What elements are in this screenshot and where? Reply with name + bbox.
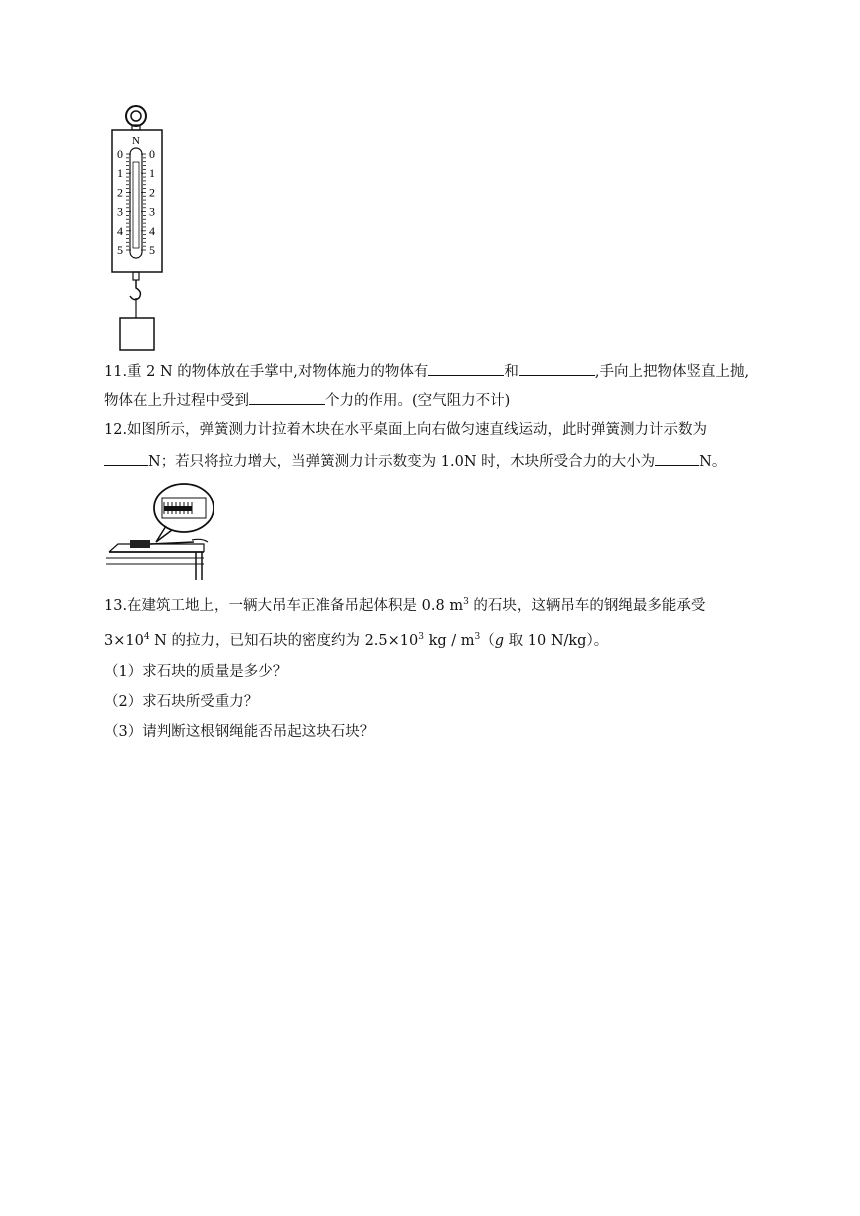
q12-line-1	[104, 420, 707, 440]
q13-text-f: （	[480, 633, 495, 649]
left-scale-label-2: 2	[117, 185, 123, 200]
q13-sup-1: 3	[463, 597, 469, 607]
q13-subquestion-3: （3）请判断这根钢绳能否吊起这块石块？	[104, 724, 375, 740]
right-scale-label-4: 4	[149, 223, 155, 238]
q12-blank-2[interactable]	[655, 451, 699, 466]
right-scale-label-0: 0	[149, 147, 155, 161]
q13-line-2	[104, 631, 608, 651]
spring-scale-figure	[106, 102, 168, 354]
q13-subquestion-1: （1）求石块的质量是多少？	[104, 664, 288, 680]
q13-line-1	[104, 596, 705, 616]
q13-text-d: N 的拉力，已知石块的密度约为 2.5×10	[149, 633, 419, 649]
right-scale-label-2: 2	[149, 185, 155, 200]
q13-sup-2: 4	[143, 632, 150, 642]
left-scale-label-4: 4	[117, 223, 123, 238]
q13-subquestion-2: （2）求石块所受重力？	[104, 694, 259, 710]
q12-blank-1[interactable]	[104, 451, 148, 466]
q11-text-a: 11.重 2 N 的物体放在手掌中,对物体施力的物体有	[104, 364, 429, 380]
q11-line-1	[104, 361, 749, 382]
q13-text-b: 的石块，这辆吊车的钢绳最多能承受	[468, 598, 706, 614]
q13-text-c: 3×10	[104, 633, 144, 649]
left-scale-label-3: 3	[117, 204, 123, 219]
q11-blank-2[interactable]	[519, 361, 595, 376]
q11-text-d: 物体在上升过程中受到	[104, 393, 249, 409]
q13-text-h: 取 10 N/kg）。	[504, 633, 609, 649]
q13-text-a: 13.在建筑工地上，一辆大吊车正准备吊起体积是 0.8 m	[104, 598, 464, 614]
right-scale-label-5: 5	[149, 243, 155, 257]
left-scale-label-0: 0	[117, 147, 123, 161]
q11-blank-1[interactable]	[428, 361, 504, 376]
right-scale-label-1: 1	[149, 166, 155, 181]
q13-text-e: kg / m	[423, 633, 475, 649]
q11-line-2	[104, 390, 510, 411]
table-spring-scale-figure	[104, 480, 214, 580]
q11-text-e: 个力的作用。(空气阻力不计)	[325, 393, 511, 409]
q12-text-a: 12.如图所示，弹簧测力计拉着木块在水平桌面上向右做匀速直线运动，此时弹簧测力计示数为	[104, 422, 708, 438]
q13-sup-4: 3	[474, 632, 481, 642]
q13-sup-3: 3	[418, 632, 424, 642]
left-scale-label-5: 5	[117, 243, 123, 257]
right-scale-label-3: 3	[149, 204, 155, 219]
q11-text-c: ,手向上把物体竖直上抛,	[594, 364, 750, 380]
q13-text-g: g	[494, 633, 505, 649]
q12-text-b: N；若只将拉力增大，当弹簧测力计示数变为 1.0N 时，木块所受合力的大小为	[148, 454, 656, 470]
left-scale-label-1: 1	[117, 166, 123, 181]
q12-text-c: N。	[699, 454, 727, 470]
q11-blank-3[interactable]	[249, 390, 325, 405]
scale-unit-label: N	[132, 135, 140, 147]
q12-line-2	[104, 451, 726, 472]
q11-text-b: 和	[504, 364, 519, 380]
